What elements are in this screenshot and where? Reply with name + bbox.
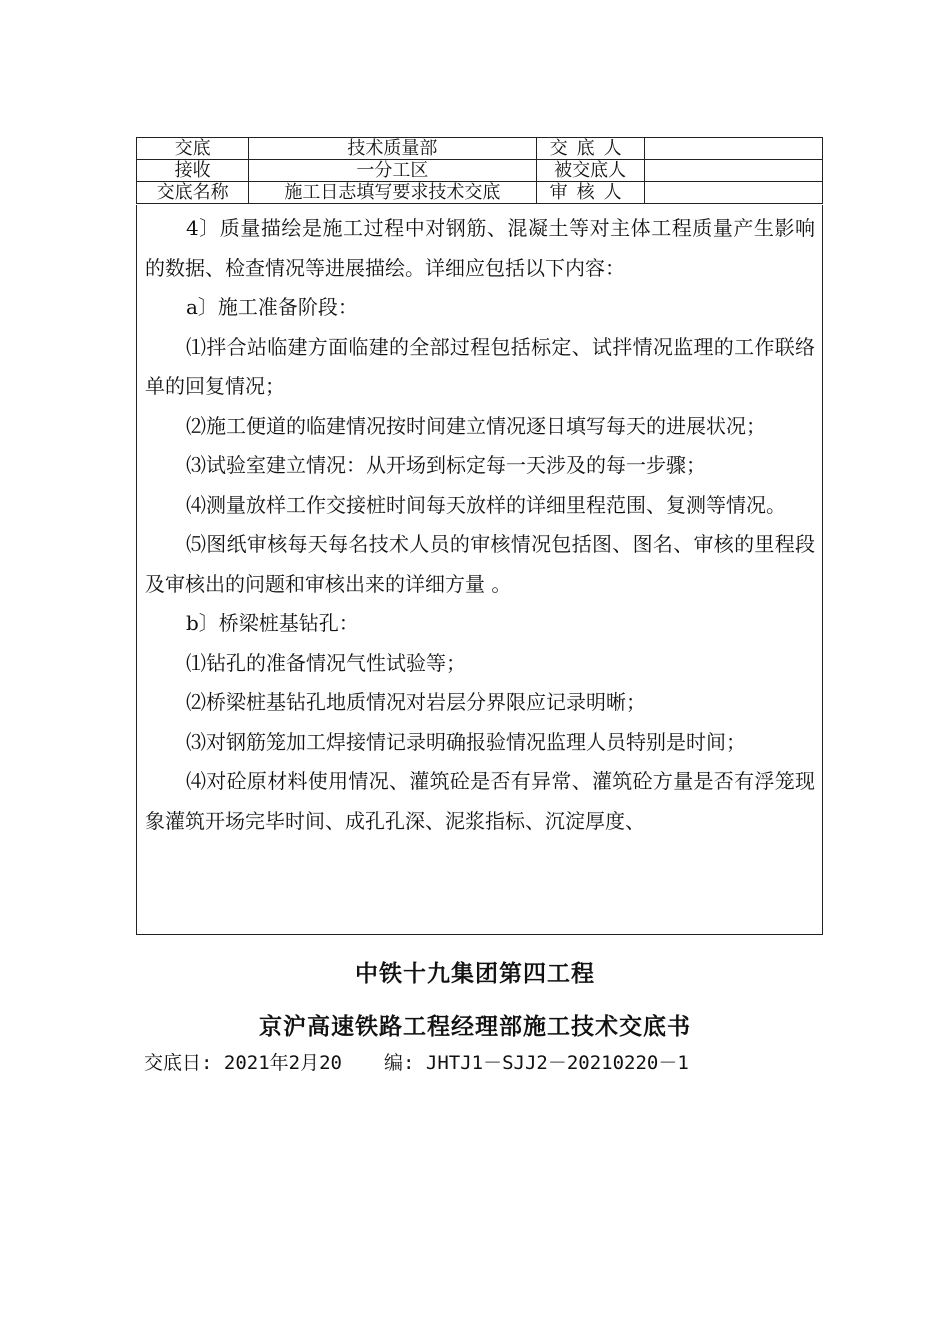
paragraph-survey: ⑷测量放样工作交接桩时间每天放样的详细里程范围、复测等情况。 xyxy=(186,492,786,517)
paragraph-concrete: ⑷对砼原材料使用情况、灌筑砼是否有异常、灌筑砼方量是否有浮笼现象灌筑开场完毕时间、成孔孔深、泥浆指标、沉淀厚度、 xyxy=(145,769,815,833)
header-value: 一分工区 xyxy=(249,160,536,182)
date-value: 2021年2月20 xyxy=(223,1052,342,1074)
header-value: 技术质量部 xyxy=(249,138,536,160)
header-role: 交底人 xyxy=(536,138,644,160)
code-value: JHTJ1－SJJ2－20210220－1 xyxy=(425,1052,689,1074)
header-row-handover xyxy=(137,138,823,160)
document-meta xyxy=(144,1048,689,1075)
paragraph-rebar-cage: ⑶对钢筋笼加工焊接情记录明确报验情况监理人员特别是时间； xyxy=(186,729,746,754)
paragraph-mixing-station: ⑴拌合站临建方面临建的全部过程包括标定、试拌情况监理的工作联络单的回复情况； xyxy=(145,334,815,398)
content-text xyxy=(137,205,822,841)
header-role-value xyxy=(644,182,822,204)
header-role-value xyxy=(644,138,822,160)
header-row-name xyxy=(137,182,823,204)
document-title: 京沪高速铁路工程经理部施工技术交底书 xyxy=(259,1014,691,1040)
paragraph-geology: ⑵桥梁桩基钻孔地质情况对岩层分界限应记录明晰； xyxy=(186,690,646,714)
content-box xyxy=(136,205,823,935)
header-value: 施工日志填写要求技术交底 xyxy=(249,182,536,204)
header-role: 审核人 xyxy=(536,182,644,204)
header-role-value xyxy=(644,160,822,182)
paragraph-prep-heading: a〕施工准备阶段： xyxy=(186,295,358,319)
header-label: 接收 xyxy=(137,160,249,182)
paragraph-access-road: ⑵施工便道的临建情况按时间建立情况逐日填写每天的进展状况； xyxy=(186,413,766,438)
paragraph-laboratory: ⑶试验室建立情况：从开场到标定每一天涉及的每一步骤； xyxy=(186,453,706,477)
date-label: 交底日: xyxy=(144,1052,213,1074)
header-label: 交底名称 xyxy=(137,182,249,204)
paragraph-pile-heading: b〕桥梁桩基钻孔： xyxy=(186,611,359,635)
header-role: 被交底人 xyxy=(536,160,644,182)
header-table xyxy=(136,137,823,204)
paragraph-drilling-prep: ⑴钻孔的准备情况气性试验等； xyxy=(186,650,466,675)
header-label: 交底 xyxy=(137,138,249,160)
header-row-receive xyxy=(137,160,823,182)
code-label: 编: xyxy=(383,1052,415,1074)
paragraph-quality-description: 4〕质量描绘是施工过程中对钢筋、混凝土等对主体工程质量产生影响的数据、检查情况等进展描绘。详细应包括以下内容： xyxy=(145,216,815,280)
paragraph-drawing-review: ⑸图纸审核每天每名技术人员的审核情况包括图、图名、审核的里程段及审核出的问题和审核出来的详细方量 。 xyxy=(145,532,815,596)
company-name: 中铁十九集团第四工程 xyxy=(355,961,595,987)
